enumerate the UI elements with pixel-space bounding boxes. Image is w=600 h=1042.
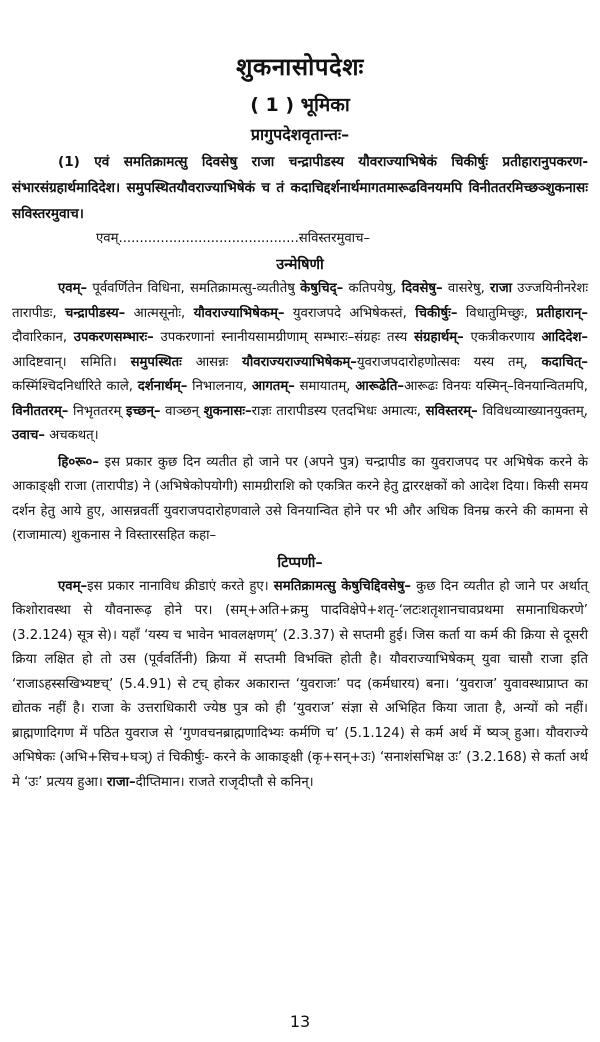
gloss-text: वासरेषु,: [442, 281, 491, 296]
page-title: शुकनासोपदेशः: [236, 53, 364, 81]
term-label: दिवसेषु–: [401, 281, 443, 296]
term-label: हि०रू०–: [58, 454, 99, 470]
gloss-text: दीप्तिमान। राजते राजृदीप्तौ से कनिन्।: [135, 774, 314, 790]
sanskrit-verse: (1) एवं समतिक्रामत्सु दिवसेषु राजा चन्द्रापीडस्य यौवराज्याभिषेकं चिकीर्षुः प्रतीहारानुपकरण-संभारसंग्रहार्थमादिदेश। समुपस्थितयौवराज्याभिषेकं च तं कदाचिद्दर्शनार्थमागतमारूढविनयमपि विनीततरमिच्छञ्शुकनासः सविस्तरमुवाच।: [12, 154, 588, 222]
term-label: संग्रहार्थम्–: [414, 330, 464, 345]
term-label: उपकरणसम्भारः–: [73, 330, 154, 345]
hindi-translation: [12, 451, 588, 549]
gloss-text: विधातुमिच्छुः,: [457, 305, 537, 321]
term-label: सविस्तरम्–: [425, 403, 478, 419]
term-label: चन्द्रापीडस्य–: [65, 305, 126, 321]
term-label: आदिदेश–: [541, 330, 589, 345]
gloss-text: उज्जयिनीनरेशः तारापीडः,: [12, 281, 588, 321]
term-label: आगतम्–: [251, 379, 295, 394]
gloss-text: युवराजपदे अभिषेकस्तं,: [284, 305, 416, 321]
section-heading: प्रागुपदेशवृतान्तः–: [250, 125, 350, 144]
gloss-text: युवराजपदारोहणोत्सवः यस्य तम्,: [356, 354, 542, 370]
term-label: यौवराज्यराज्याभिषेकम्–: [242, 354, 357, 370]
gloss-text: अचकथत्।: [44, 428, 99, 443]
gloss-text: आरूढः विनयः यस्मिन्–विनयान्वितमपि,: [403, 379, 588, 394]
unmeshini-commentary: [12, 277, 588, 449]
term-label: दर्शनार्थम्–: [137, 379, 188, 394]
gloss-text: कुछ दिन व्यतीत हो जाने पर अर्थात् किशोरावस्था से यौवनारूढ़ होने पर। (सम्+अति+क्रमु पादविक्षेपे+शतृ-‘लटःशतृशानचावप्रथमा समानाधिकरणे’ (3.2.124) सूत्र से)। यहाँ ‘यस्य च भावेन भावलक्षणम्’ (2.3.37) से सप्तमी हुई। जिस कर्ता या कर्म की क्रिया से दूसरी क्रिया लक्षित हो तो उस (पूर्ववर्तिनी) क्रिया में सप्तमी विभक्ति होती है। यौवराज्याभिषेकम् युवा चासौ राजा इति ‘राजाऽहस्सखिभ्यष्टच्’ (5.4.91) से टच् होकर अकारान्त ‘युवराजः’ पद (कर्मधारय) बना। ‘युवराज’ युवावस्थाप्राप्त का द्योतक नहीं है। राजा के उत्तराधिकारी ज्येष्ठ पुत्र को ही ‘युवराज’ संज्ञा से अभिहित किया जाता है, अन्यों को नहीं। ब्राह्मणादिगण में पठित युवराज से ‘गुणवचनब्राह्मणादिभ्यः कर्मणि च’ (5.1.124) से कर्म अर्थ में ष्यञ् हुआ। यौवराज्ये अभिषेकः (अभि+सिच+घञ्) तं चिकीर्षुः- करने के आकाङ्क्षी (कृ+सन्+उः) ‘सनाशंसभिक्ष उः’ (3.2.168) से कर्ता अर्थ मे ‘उः’ प्रत्यय हुआ।: [12, 578, 588, 790]
gloss-text: निभृततरम्: [68, 403, 126, 419]
term-label: उवाच–: [12, 428, 45, 443]
gloss-text: उपकरणानां स्नानीयसामग्रीणाम् सम्भारः–संग्रहः तस्य: [153, 330, 415, 345]
term-label: राजा–: [107, 774, 136, 790]
term-label: आरूढेति–: [355, 379, 404, 394]
term-label: समुपस्थितः: [130, 354, 182, 370]
term-label: कदाचित्–: [541, 354, 588, 370]
term-label: यौवराज्याभिषेकम्–: [193, 305, 285, 321]
gloss-text: वाञ्छन्: [160, 403, 204, 419]
term-label: राजा: [490, 281, 513, 296]
term-label: चिकीर्षुः–: [415, 305, 458, 321]
gloss-text: कतिपयेषु,: [343, 281, 402, 296]
gloss-text: आत्मसूनोः,: [125, 305, 194, 321]
gloss-text: इस प्रकार नानाविध क्रीडाएं करते हुए।: [87, 578, 274, 594]
page-number: 13: [289, 1012, 311, 1031]
document-page: [12, 0, 588, 795]
gloss-text: कस्मिंश्चिदनिर्धारिते काले,: [12, 379, 138, 394]
gloss-text: आसन्नः: [181, 354, 243, 370]
gloss-text: एकत्रीकरणाय: [463, 330, 542, 345]
term-label: समतिक्रामत्सु केषुचिद्दिवसेषु–: [273, 578, 411, 594]
gloss-text: पूर्ववर्णितेन विधिना, समतिक्रामत्सु-व्यतीतेषु: [87, 281, 301, 296]
term-label: केषुचिद्–: [300, 281, 344, 296]
gloss-text: राज्ञः तारापीडस्य एतदभिधः अमात्यः,: [251, 403, 426, 419]
unmeshini-heading: उन्मेषिणी: [276, 257, 324, 273]
chapter-subtitle: ( 1 ) भूमिका: [250, 94, 350, 116]
term-label: शुकनासः–: [203, 403, 252, 419]
gloss-text: इस प्रकार कुछ दिन व्यतीत हो जाने पर (अपने पुत्र) चन्द्रापीड का युवराजपद पर अभिषेक करने के आकाङ्क्षी राजा (तारापीड) ने (अभिषेकोपयोगी) सामग्रीराशि को एकत्रित करने हेतु द्वाररक्षकों को आदेश दिया। किसी समय दर्शन हेतु आये हुए, आसन्नवर्ती युवराजपदारोहणवाले उसे विनयान्वित होने पर भी और अधिक विनम्र करने की कामना से (राजामात्य) शुकनास ने विस्तारसहित कहा–: [12, 454, 588, 543]
gloss-text: दौवारिकान,: [12, 330, 74, 345]
tippani-heading: टिप्पणी–: [277, 554, 323, 571]
ellipsis-line: एवम्...........................................सविस्तरमुवाच–: [96, 231, 371, 246]
gloss-text: समायातम्,: [294, 379, 356, 394]
term-label: विनीततरम्–: [12, 403, 69, 419]
gloss-text: विविधव्याख्यानयुक्तम्,: [477, 403, 588, 419]
term-label: इच्छन्–: [126, 403, 161, 419]
term-label: एवम्–: [58, 578, 88, 594]
gloss-text: निभालनाय,: [187, 379, 252, 394]
tippani-notes: [12, 575, 588, 796]
term-label: एवम्–: [58, 281, 88, 296]
gloss-text: आदिष्टवान्। समिति।: [12, 354, 131, 370]
term-label: प्रतीहारान्–: [536, 305, 588, 321]
